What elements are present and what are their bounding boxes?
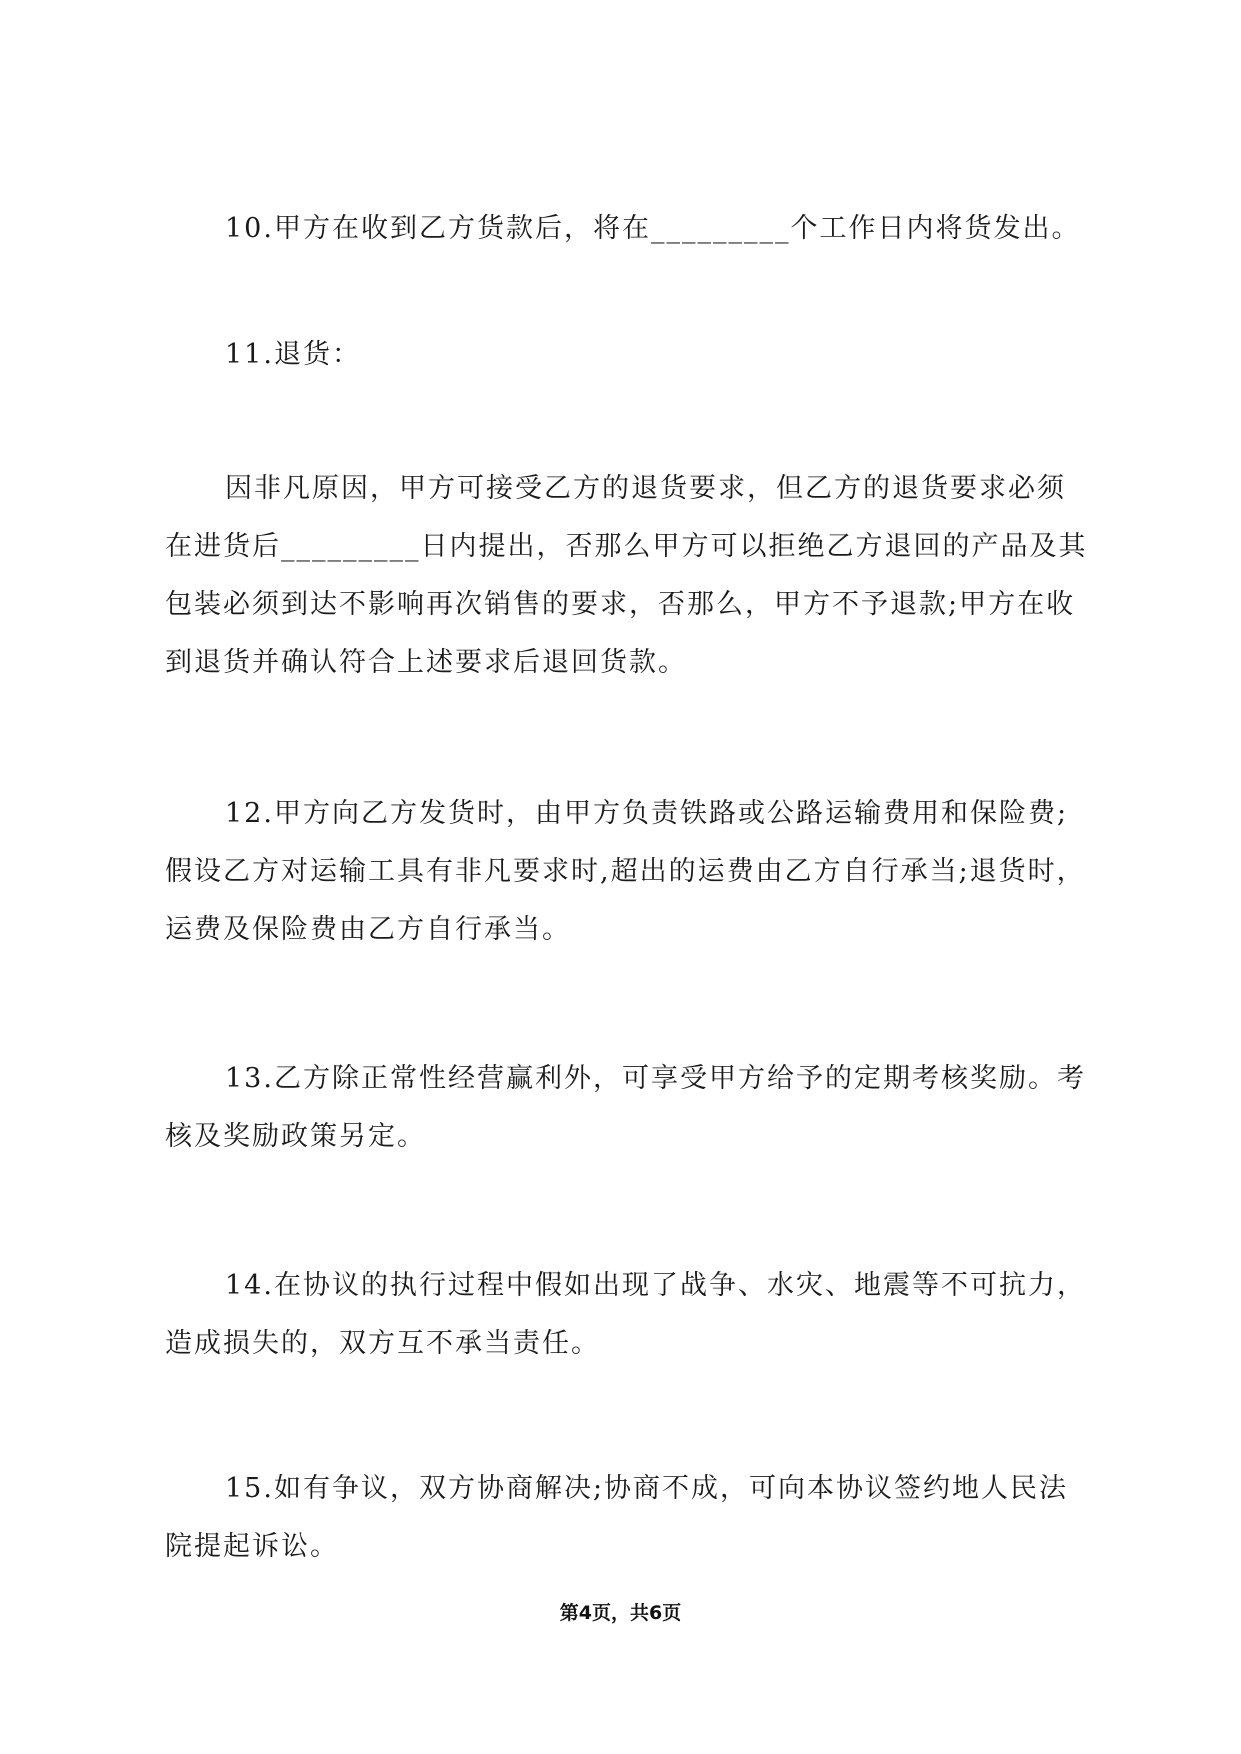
page-number-footer: 第4页，共6页 (559, 1602, 682, 1624)
clause-15-line-1: 15.如有争议，双方协商解决;协商不成，可向本协议签约地人民法 (225, 1473, 1069, 1504)
clause-13 (165, 1050, 1086, 1166)
clause-13-line-1: 13.乙方除正常性经营赢利外，可享受甲方给予的定期考核奖励。考 (225, 1063, 1086, 1094)
clause-14-line-2: 造成损失的，双方互不承当责任。 (165, 1328, 600, 1359)
clause-11-body-line-4: 到退货并确认符合上述要求后退回货款。 (165, 647, 687, 678)
clause-11-body-line-2: 在进货后_________日内提出，否那么甲方可以拒绝乙方退回的产品及其 (165, 531, 1088, 562)
clause-14-line-1: 14.在协议的执行过程中假如出现了战争、水灾、地震等不可抗力， (225, 1270, 1086, 1301)
clause-15 (165, 1460, 1075, 1576)
clause-10-line-1: 10.甲方在收到乙方货款后，将在_________个工作日内将货发出。 (225, 213, 1081, 244)
clause-14 (165, 1257, 1086, 1373)
clause-10 (165, 200, 1081, 258)
clause-12-line-1: 12.甲方向乙方发货时，由甲方负责铁路或公路运输费用和保险费; (225, 798, 1069, 829)
clause-11-heading-line-1: 11.退货： (225, 339, 361, 370)
clause-13-line-2: 核及奖励政策另定。 (165, 1121, 426, 1152)
clause-12-line-2: 假设乙方对运输工具有非凡要求时,超出的运费由乙方自行承当;退货时， (165, 856, 1086, 887)
clause-12 (165, 785, 1086, 959)
clause-12-line-3: 运费及保险费由乙方自行承当。 (165, 914, 571, 945)
clause-11-heading (165, 326, 1075, 384)
clause-15-line-2: 院提起诉讼。 (165, 1531, 339, 1562)
clause-11-body-line-1: 因非凡原因，甲方可接受乙方的退货要求，但乙方的退货要求必须 (225, 473, 1066, 504)
clause-11-body-line-3: 包装必须到达不影响再次销售的要求，否那么，甲方不予退款;甲方在收 (165, 589, 1076, 620)
clause-11-body (165, 460, 1088, 692)
